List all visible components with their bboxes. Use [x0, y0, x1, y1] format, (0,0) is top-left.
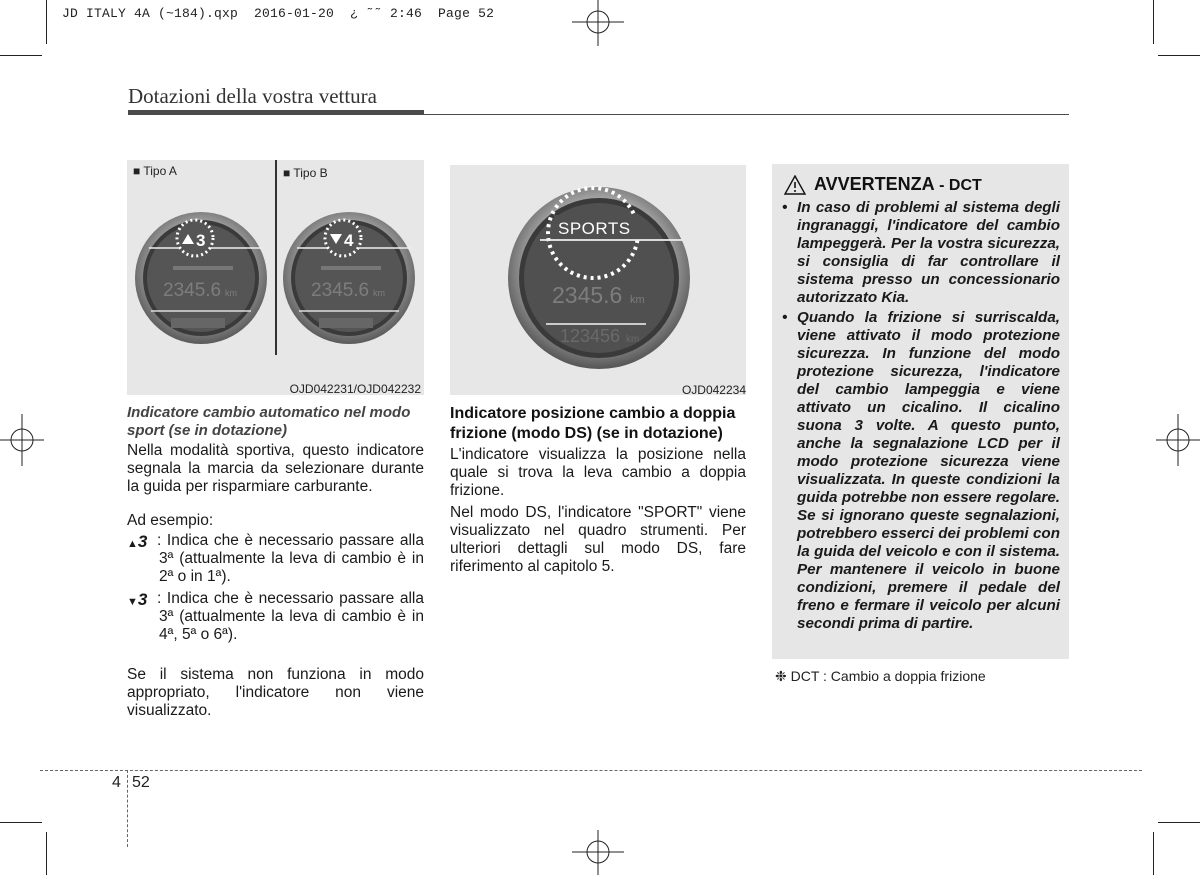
warning-item — [782, 199, 1060, 307]
warning-title — [814, 174, 982, 195]
gauge-b-odometer: 2345.6 — [311, 280, 370, 301]
figure-sports-indicator — [450, 165, 746, 395]
figure1-caption: OJD042231/OJD042232 — [289, 382, 421, 396]
upshift-digit: 3 — [137, 532, 148, 551]
warning-item — [782, 309, 1060, 633]
gauge-a-odometer: 2345.6 — [163, 280, 222, 301]
registration-mark-right — [1156, 412, 1200, 468]
warning-item-text: In caso di problemi al sistema degli ingranaggi, l'indicatore del cambio lampeggerà. Per la vostra sicurezza, si consiglia di far controllare il sistema presso un concessionario autorizzato Kia. — [797, 199, 1060, 306]
crop-mark-tl-v — [46, 0, 47, 44]
column-2 — [450, 404, 746, 576]
figure-label-tipo-b: ■ Tipo B — [283, 166, 328, 180]
gauge-tipo-b — [281, 210, 417, 346]
footer-divider — [127, 770, 128, 847]
print-slug: JD ITALY 4A (~184).qxp 2016-01-20 ¿ ˜˜ 2:46 Page 52 — [62, 6, 495, 21]
chapter-title: Dotazioni della vostra vettura — [128, 84, 377, 108]
downshift-text: : Indica che è necessario passare alla 3ª (attualmente la leva di cambio è in 4ª, 5ª o 6ª). — [157, 590, 424, 643]
sports-trip-unit: km — [626, 334, 640, 345]
sports-odometer-unit: km — [630, 294, 645, 306]
registration-mark-top — [568, 0, 628, 48]
gauge-a-gear-digit: 3 — [196, 231, 206, 250]
warning-box — [772, 164, 1069, 659]
warning-triangle-icon — [784, 175, 806, 195]
up-arrow-icon: ▲ — [127, 538, 138, 550]
downshift-symbol — [127, 590, 147, 610]
section-heading-ds-mode: Indicatore posizione cambio a doppia frizione (modo DS) (se in dotazione) — [450, 405, 736, 442]
upshift-text: : Indica che è necessario passare alla 3ª (attualmente la leva di cambio è in 2ª o in 1ª). — [157, 532, 424, 585]
paragraph-ds-mode: Nel modo DS, l'indicatore "SPORT" viene visualizzato nel quadro strumenti. Per ulteriori dettagli sul modo DS, fare riferimento al capitolo 5. — [450, 504, 746, 575]
crop-mark-bl-v — [46, 832, 47, 875]
dct-footnote: ❉ DCT : Cambio a doppia frizione — [775, 668, 986, 684]
sports-odometer: 2345.6 — [552, 282, 623, 308]
bullet: • — [782, 199, 788, 216]
gauge-sports — [506, 185, 692, 371]
registration-mark-bottom — [568, 828, 628, 875]
sports-label: SPORTS — [558, 219, 631, 238]
warning-item-text: Quando la frizione si surriscalda, viene attivato il modo protezione sicurezza. In funzione del modo protezione sicurezza, l'indicatore del cambio lampeggia e viene attivato un cicalino. Il cicalino suona 3 volte. A questo punto, anche la segnalazione LCD per il modo protezione sicurezza viene visualizzata. In queste condizioni la guida potrebbe non essere regolare. Se si ignorano queste segnalazioni, potrebbero esserci dei problemi con la guida del veicolo e con il sistema. Per mantenere il veicolo in buone condizioni, premere il pedale del freno e fermare il veicolo per alcuni secondi prima di partire. — [797, 309, 1060, 632]
gauge-b-unit: km — [373, 288, 385, 298]
paragraph-not-working: Se il sistema non funziona in modo appropriato, l'indicatore non viene visualizzato. — [127, 666, 424, 719]
page-number: 52 — [132, 774, 150, 791]
crop-mark-br-v — [1153, 832, 1154, 875]
paragraph-sport-mode: Nella modalità sportiva, questo indicatore segnala la marcia da selezionare durante la guida per risparmiare carburante. — [127, 442, 424, 495]
upshift-symbol — [127, 532, 147, 552]
section-heading-sport-mode: Indicatore cambio automatico nel modo sport (se in dotazione) — [127, 404, 411, 439]
figure2-caption: OJD042234 — [681, 383, 746, 397]
downshift-digit: 3 — [137, 590, 148, 609]
warning-title-text: AVVERTENZA — [814, 174, 935, 194]
crop-mark-tr-h — [1158, 55, 1200, 56]
paragraph-ds-indicator: L'indicatore visualizza la posizione nella quale si trova la leva cambio a doppia frizione. — [450, 446, 746, 499]
warning-header — [784, 174, 982, 195]
crop-mark-bl-h — [0, 822, 42, 823]
crop-mark-tr-v — [1153, 0, 1154, 44]
figure-divider — [275, 160, 277, 355]
warning-title-suffix: - DCT — [934, 177, 982, 194]
footer-rule — [40, 770, 1142, 771]
column-1 — [127, 404, 424, 720]
figure-gear-indicator — [127, 160, 424, 395]
crop-mark-tl-h — [0, 55, 42, 56]
example-downshift — [127, 590, 424, 644]
example-intro: Ad esempio: — [127, 512, 214, 529]
gauge-a-unit: km — [225, 288, 237, 298]
example-upshift — [127, 532, 424, 586]
figure-label-tipo-a: ■ Tipo A — [133, 164, 177, 178]
title-rule-thick — [128, 110, 424, 115]
crop-mark-br-h — [1158, 822, 1200, 823]
gauge-b-gear-digit: 4 — [344, 231, 354, 250]
warning-list — [782, 199, 1060, 635]
gauge-tipo-a — [133, 210, 269, 346]
registration-mark-left — [0, 412, 44, 468]
bullet: • — [782, 309, 788, 326]
down-arrow-icon: ▼ — [127, 596, 138, 608]
title-rule-thin — [424, 114, 1069, 115]
chapter-number: 4 — [112, 774, 121, 791]
sports-trip: 123456 — [560, 326, 621, 346]
